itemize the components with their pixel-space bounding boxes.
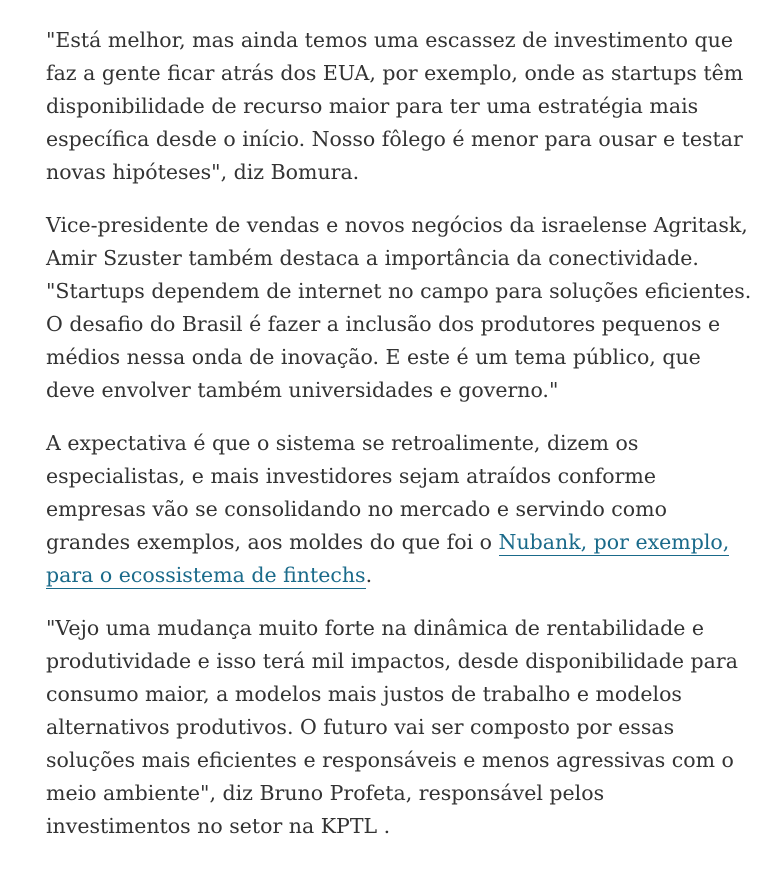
paragraph-text-after-link: . <box>365 563 373 587</box>
paragraph-text-before-link: A expectativa é que o sistema se retroalimente, dizem os especialistas, e mais investidores sejam atraídos conforme empresas vão se consolidando no mercado e servindo como grandes exemplos, aos moldes do que foi o <box>46 431 667 554</box>
paragraph-szuster-quote: Vice-presidente de vendas e novos negócios da israelense Agritask, Amir Szuster também destaca a importância da conectividade. "Startups dependem de internet no campo para soluções eficientes. O desafio do Brasil é fazer a inclusão dos produtores pequenos e médios nessa onda de inovação. E este é um tema público, que deve envolver também universidades e governo." <box>46 213 752 402</box>
paragraph-profeta-quote: "Vejo uma mudança muito forte na dinâmica de rentabilidade e produtividade e isso terá mil impactos, desde disponibilidade para consumo maior, a modelos mais justos de trabalho e modelos alternativos produtivos. O futuro vai ser composto por essas soluções mais eficientes e responsáveis e menos agressivas com o meio ambiente", diz Bruno Profeta, responsável pelos investimentos no setor na KPTL . <box>46 616 738 838</box>
paragraph-expectativa <box>46 427 754 592</box>
nubank-fintechs-link[interactable]: Nubank, por exemplo, para o ecossistema de fintechs <box>46 530 730 587</box>
paragraph-bomura-quote: "Está melhor, mas ainda temos uma escassez de investimento que faz a gente ficar atrás dos EUA, por exemplo, onde as startups têm disponibilidade de recurso maior para ter uma estratégia mais específica desde o início. Nosso fôlego é menor para ousar e testar novas hipóteses", diz Bomura. <box>46 28 744 184</box>
